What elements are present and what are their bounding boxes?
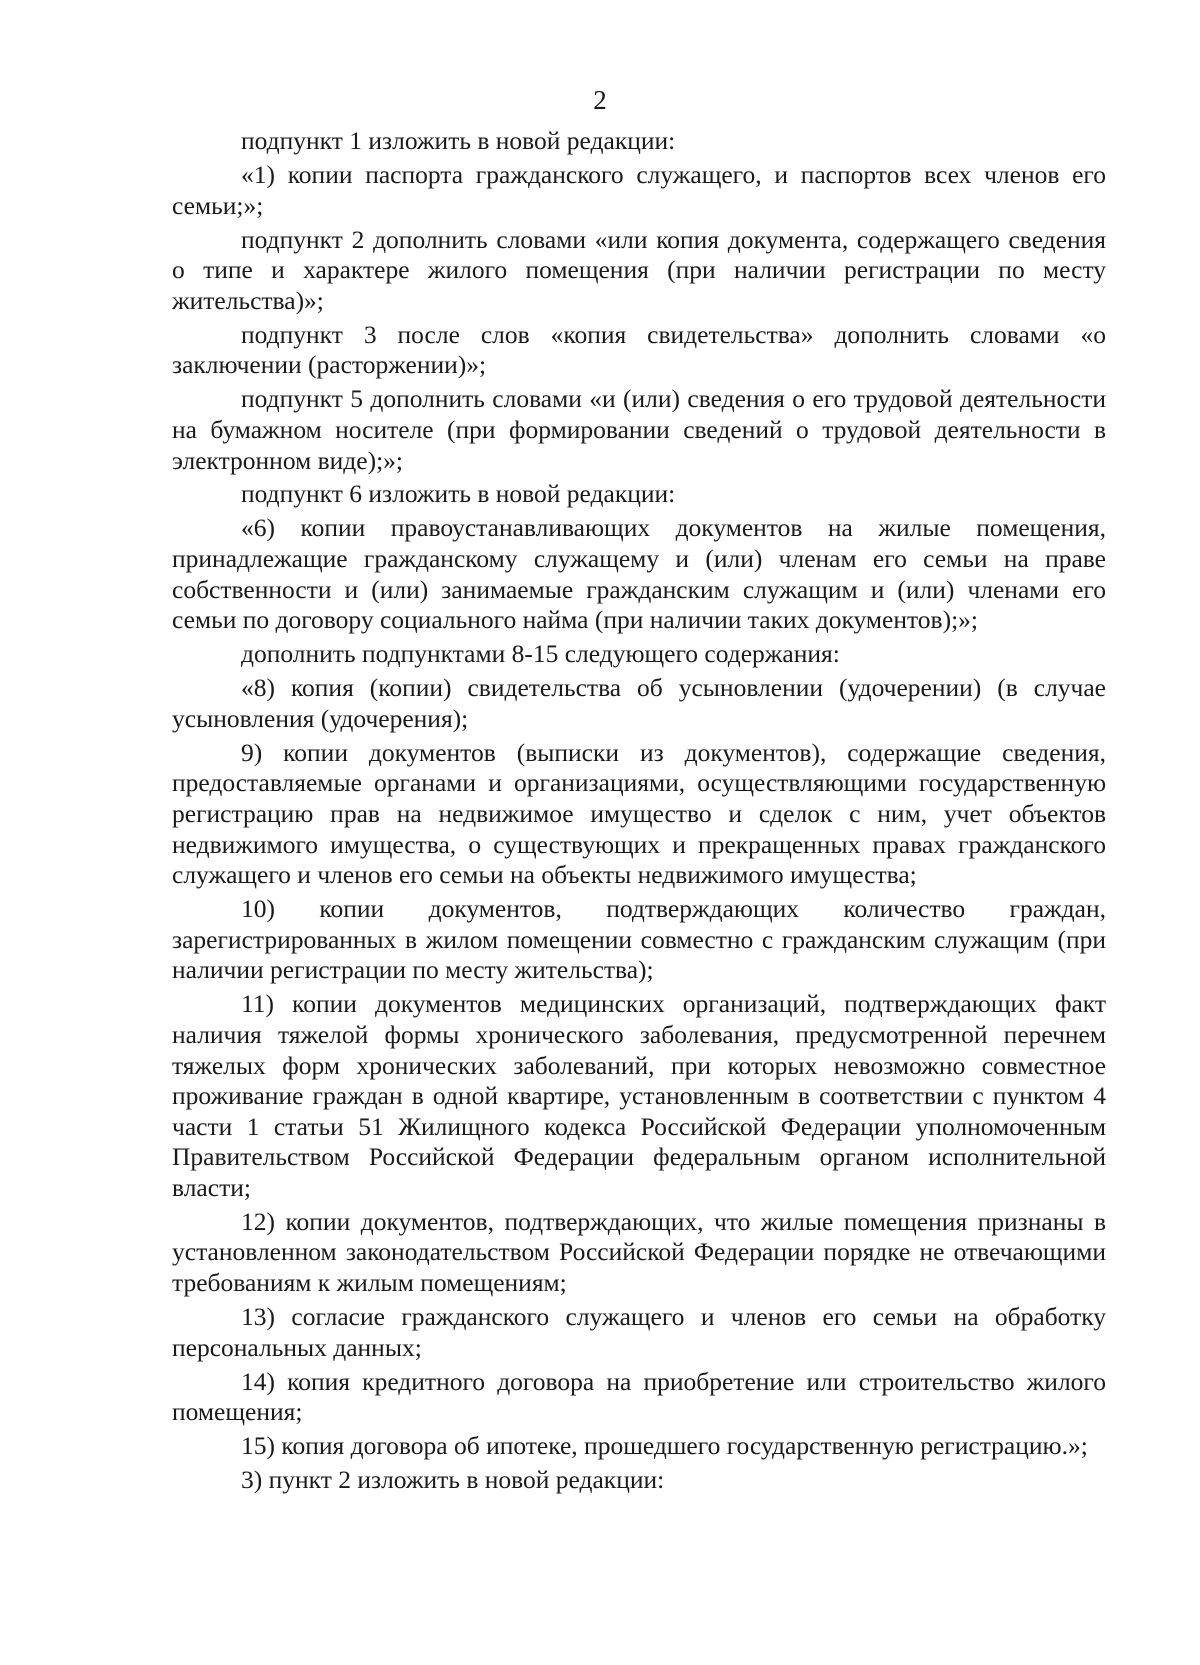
paragraph-subitem-3: подпункт 3 после слов «копия свидетельства» дополнить словами «о заключении (расторжении)»; <box>172 319 1106 380</box>
paragraph-subitem-14: 14) копия кредитного договора на приобретение или строительство жилого помещения; <box>172 1366 1106 1427</box>
paragraph-subitem-6-text: «6) копии правоустанавливающих документов на жилые помещения, принадлежащие гражданскому служащему и (или) членам его семьи на праве собственности и (или) занимаемые гражданским служащим и (или) членами его семьи по договору социального найма (при наличии таких документов);»; <box>172 513 1106 635</box>
paragraph-add-subitems-intro: дополнить подпунктами 8-15 следующего содержания: <box>241 639 840 669</box>
document-body <box>172 126 1106 1499</box>
paragraph-subitem-13: 13) согласие гражданского служащего и членов его семьи на обработку персональных данных; <box>172 1302 1106 1362</box>
paragraph-subitem-12: 12) копии документов, подтверждающих, что жилые помещения признаны в установленном законодательством Российской Федерации порядке не отвечающими требованиям к жилым помещениям; <box>172 1206 1106 1298</box>
paragraph-subitem-5: подпункт 5 дополнить словами «и (или) сведения о его трудовой деятельности на бумажном носителе (при формировании сведений о трудовой деятельности в электронном виде);»; <box>172 384 1106 475</box>
paragraph-subitem-1-text: «1) копии паспорта гражданского служащего, и паспортов всех членов его семьи;»; <box>172 159 1106 220</box>
paragraph-subitem-10: 10) копии документов, подтверждающих количество граждан, зарегистрированных в жилом помещении совместно с гражданским служащим (при наличии регистрации по месту жительства); <box>172 894 1106 985</box>
page-number: 2 <box>593 85 607 115</box>
paragraph-subitem-8: «8) копия (копии) свидетельства об усыновлении (удочерении) (в случае усыновления (удочерения); <box>172 673 1106 733</box>
paragraph-item-3: 3) пункт 2 изложить в новой редакции: <box>241 1465 665 1495</box>
paragraph-subitem-11: 11) копии документов медицинских организаций, подтверждающих факт наличия тяжелой формы хронического заболевания, предусмотренной перечнем тяжелых форм хронических заболеваний, при которых невозможно совместное проживание граждан в одной квартире, установленным в соответствии с пунктом 4 части 1 статьи 51 Жилищного кодекса Российской Федерации уполномоченным Правительством Российской Федерации федеральным органом исполнительной власти; <box>172 989 1106 1202</box>
paragraph-subitem-6-intro: подпункт 6 изложить в новой редакции: <box>241 479 676 509</box>
paragraph-subitem-15: 15) копия договора об ипотеке, прошедшего государственную регистрацию.»; <box>241 1431 1088 1461</box>
paragraph-subitem-1-intro: подпункт 1 изложить в новой редакции: <box>241 126 676 155</box>
paragraph-subitem-2: подпункт 2 дополнить словами «или копия документа, содержащего сведения о типе и характере жилого помещения (при наличии регистрации по месту жительства)»; <box>172 224 1106 315</box>
paragraph-subitem-9: 9) копии документов (выписки из документов), содержащие сведения, предоставляемые органами и организациями, осуществляющими государственную регистрацию прав на недвижимое имущество и сделок с ним, учет объектов недвижимого имущества, о существующих и прекращенных правах гражданского служащего и членов его семьи на объекты недвижимого имущества; <box>172 737 1106 890</box>
